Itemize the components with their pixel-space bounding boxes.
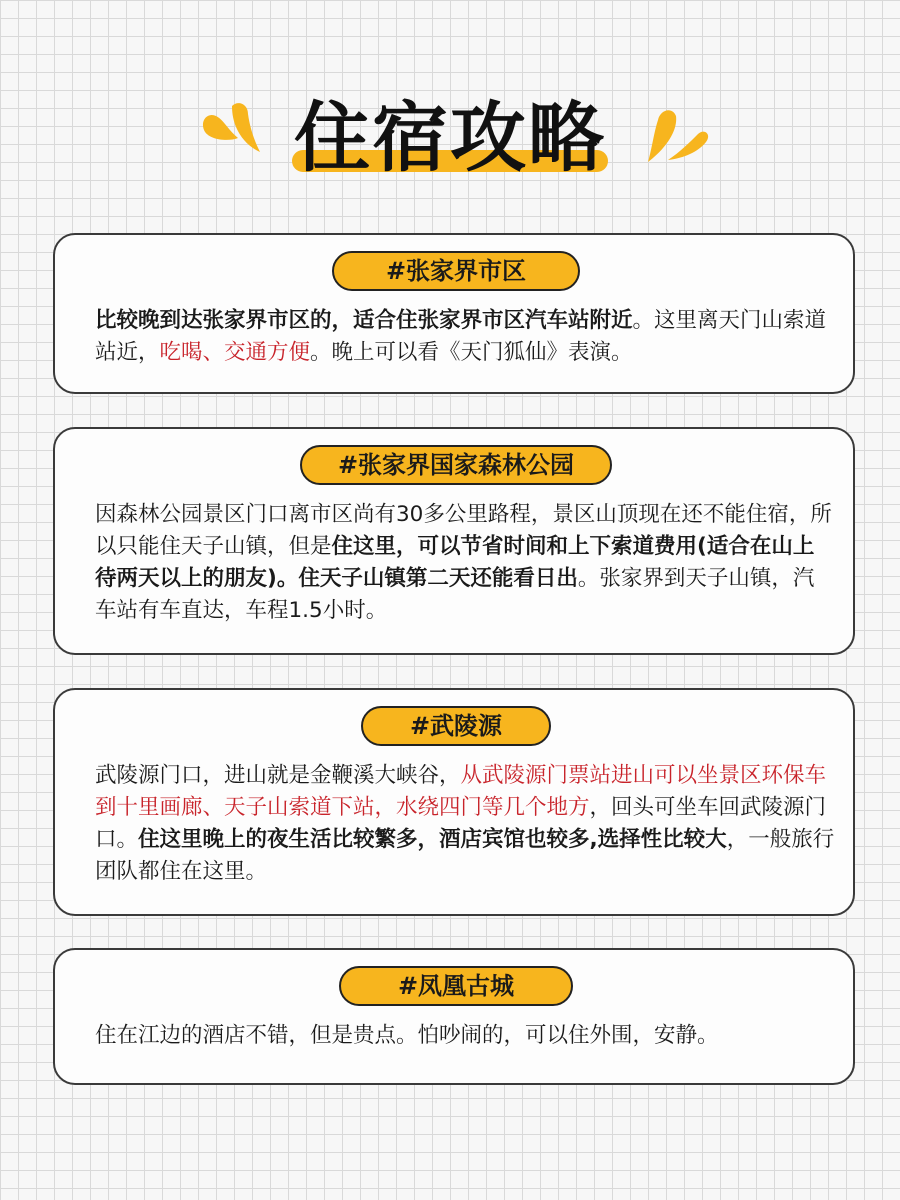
section-body xyxy=(95,305,835,369)
text-segment-normal: 。晚上可以看《天门狐仙》表演。 xyxy=(310,340,633,365)
section-card-city xyxy=(53,233,855,394)
text-segment-normal: 。张家界到天子山镇，汽车站有车直达，车程1.5小时。 xyxy=(95,566,815,623)
text-segment-red: 从武陵源门票站进山可以坐景区环保车到十里画廊、天子山索道下站，水绕四门等几个地方 xyxy=(95,763,827,820)
section-body xyxy=(95,1020,835,1052)
text-segment-normal: ，回头可坐车回武陵源门口。 xyxy=(95,795,827,852)
section-card-fenghuang xyxy=(53,948,855,1085)
text-segment-bold: 比较晚到达张家界市区的，适合住张家界市区汽车站附近 xyxy=(95,308,633,333)
text-segment-normal: 住在江边的酒店不错，但是贵点。怕吵闹的，可以住外围，安静。 xyxy=(95,1023,719,1048)
page-title: 住宿攻略 xyxy=(294,93,606,182)
text-segment-normal: ，一般旅行团队都住在这里。 xyxy=(95,827,835,884)
section-card-wulingyuan xyxy=(53,688,855,916)
text-segment-red: 吃喝、交通方便 xyxy=(159,340,311,365)
text-segment-normal: 武陵源门口，进山就是金鞭溪大峡谷， xyxy=(95,763,461,788)
text-segment-bold: 住这里晚上的夜生活比较繁多，酒店宾馆也较多,选择性比较大 xyxy=(138,827,727,852)
section-tag: #武陵源 xyxy=(361,706,551,746)
section-tag: #张家界市区 xyxy=(332,251,580,291)
text-segment-normal: 因森林公园景区门口离市区尚有30多公里路程，景区山顶现在还不能住宿，所以只能住天子山镇，但是 xyxy=(95,502,832,559)
page-header xyxy=(0,0,900,220)
section-body xyxy=(95,499,835,627)
section-tag: #张家界国家森林公园 xyxy=(300,445,612,485)
section-tag: #凤凰古城 xyxy=(339,966,573,1006)
section-card-forest-park xyxy=(53,427,855,655)
text-segment-bold: 住这里，可以节省时间和上下索道费用(适合在山上待两天以上的朋友)。住天子山镇第二天还能看日出 xyxy=(95,534,815,591)
section-body xyxy=(95,760,835,888)
text-segment-normal: 。这里离天门山索道站近， xyxy=(95,308,827,365)
